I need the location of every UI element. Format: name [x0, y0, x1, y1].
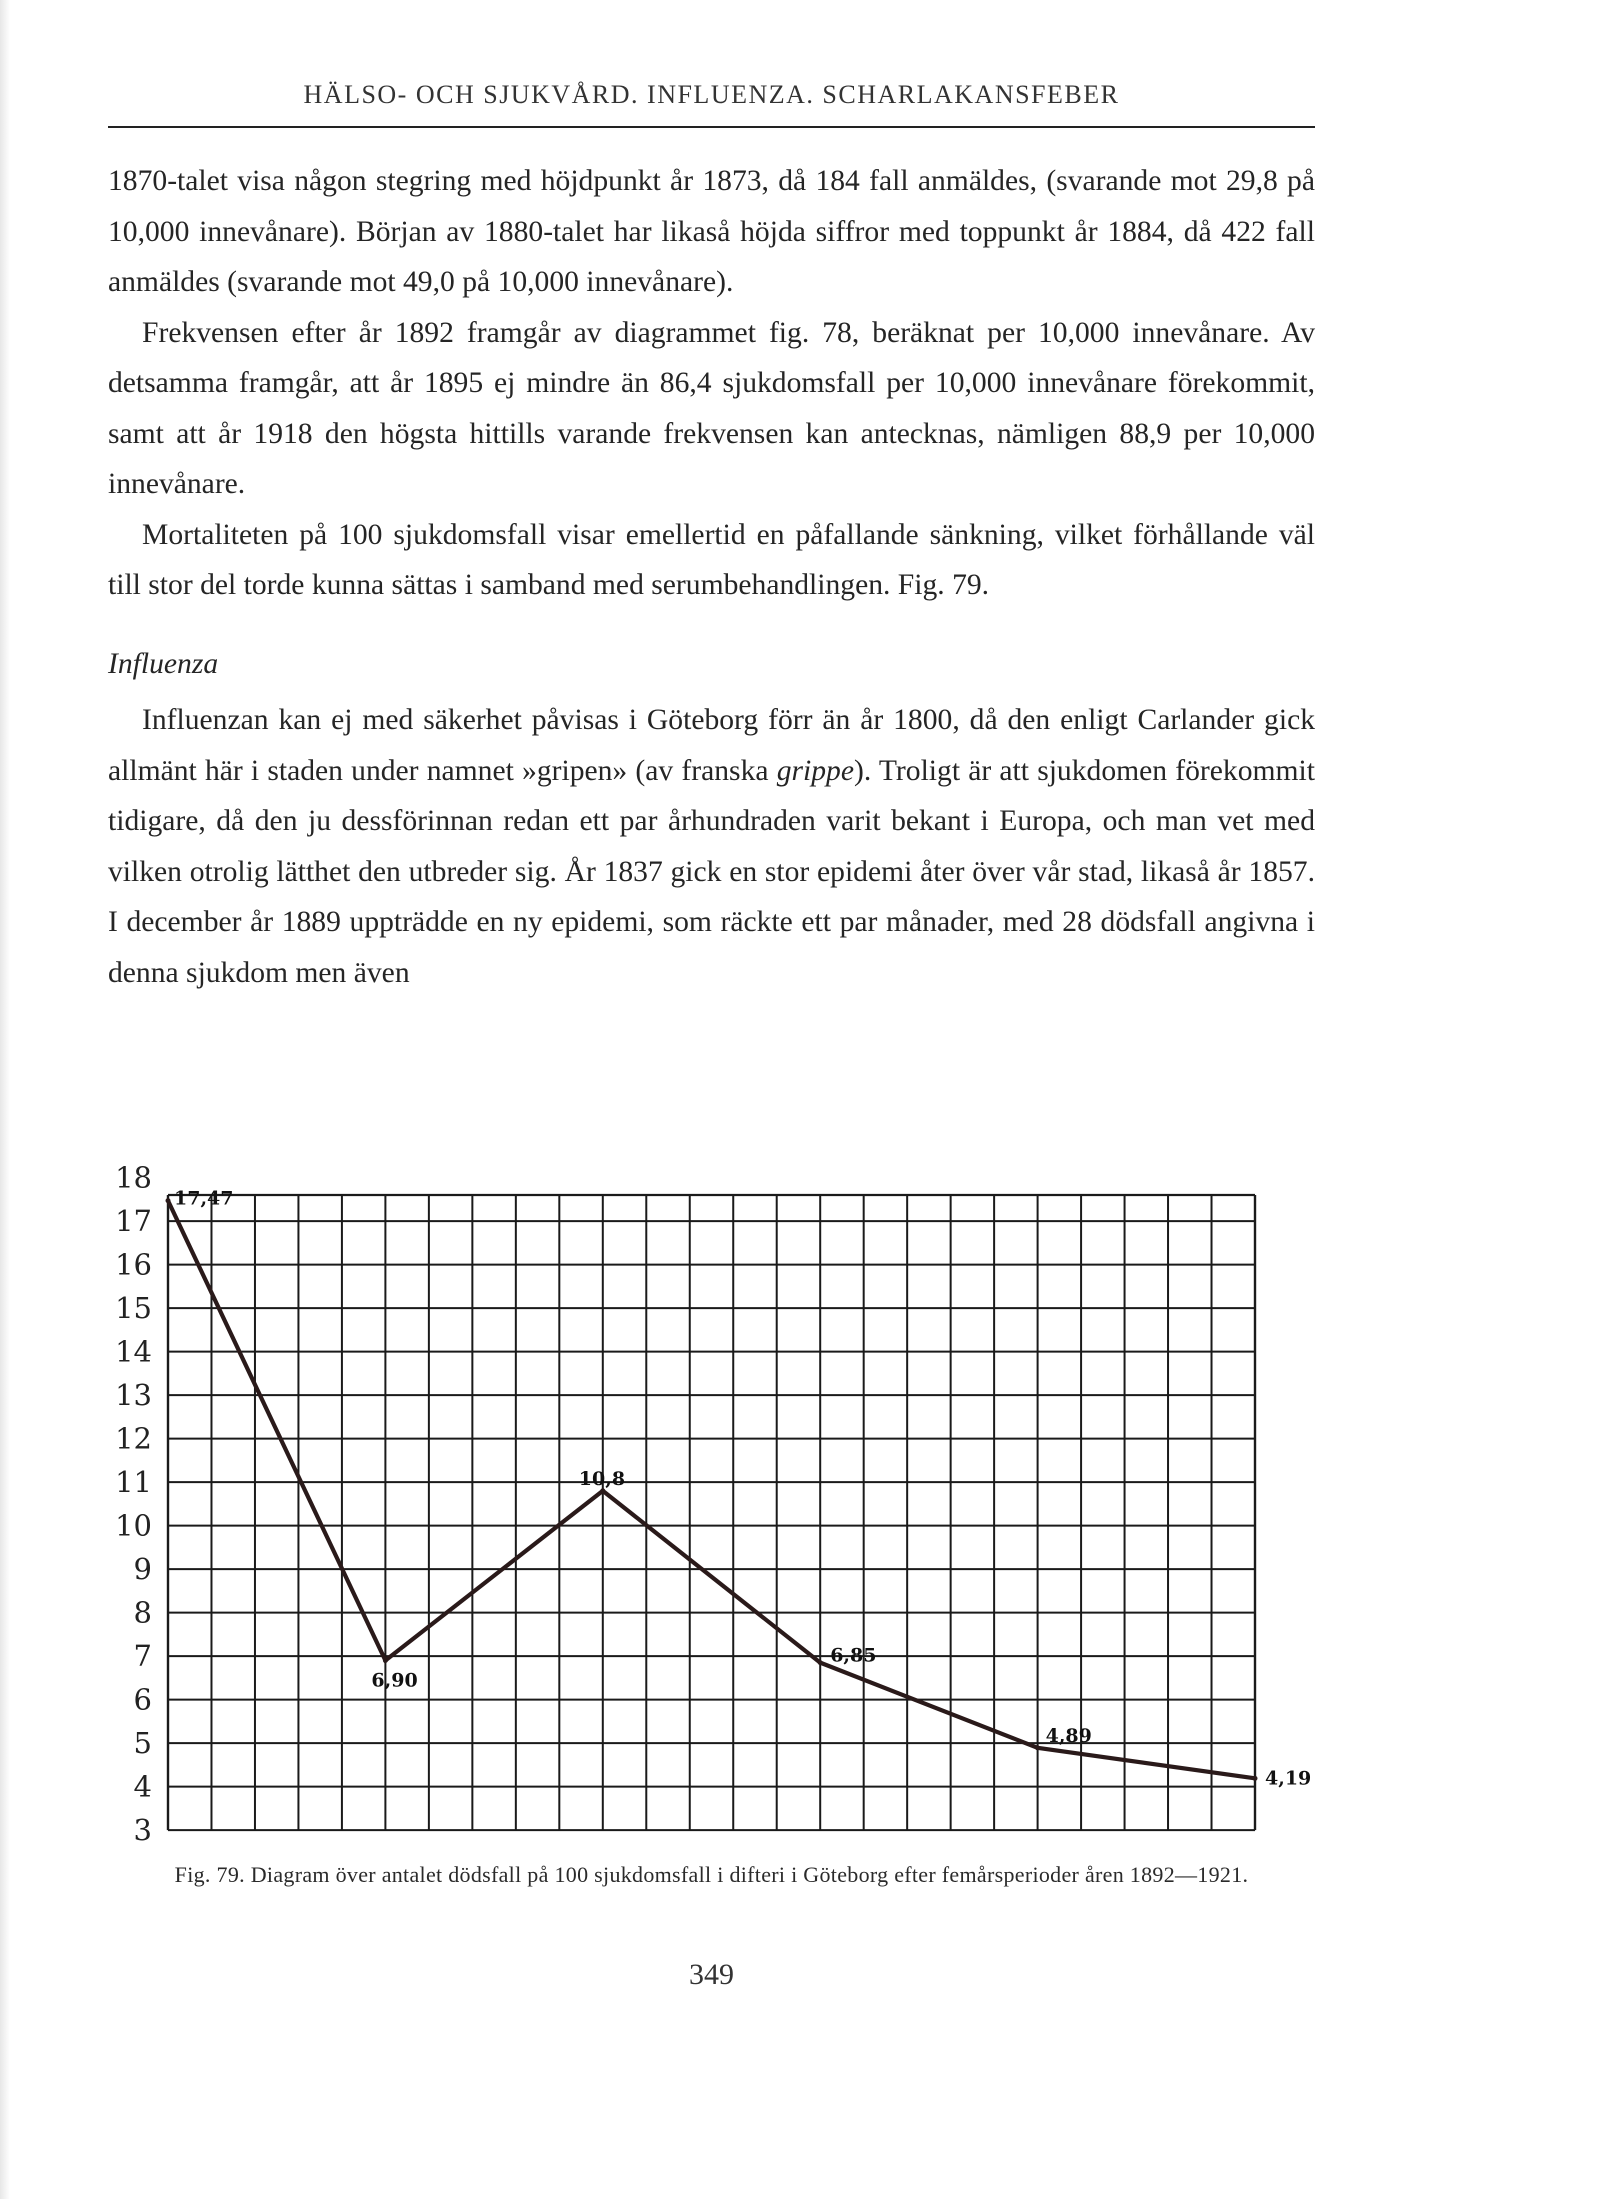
y-axis-tick-labels — [115, 1161, 152, 1848]
header-rule — [108, 126, 1315, 128]
y-tick-label: 11 — [115, 1465, 152, 1500]
paragraph-2: Frekvensen efter år 1892 framgår av diagrammet fig. 78, beräknat per 10,000 innevånare. Av detsamma framgår, att år 1895 ej mindre än 86,4 sjukdomsfall per 10,000 innevånare förekommit, samt att år 1918 den högsta hittills varande frekvensen kan antecknas, nämligen 88,9 per 10,000 innevånare. — [108, 316, 1315, 500]
diagram-fig-79 — [100, 1160, 1330, 1860]
figure-caption — [104, 1860, 1319, 1890]
paragraph-1: 1870-talet visa någon stegring med höjdpunkt år 1873, då 184 fall anmäldes, (svarande mot 29,8 på 10,000 innevånare). Början av 1880-talet har likaså höjda siffror med toppunkt år 1884, då 422 fall anmäldes (svarande mot 49,0 på 10,000 innevånare). — [108, 165, 1315, 298]
page-edge — [0, 0, 10, 2199]
y-tick-label: 14 — [115, 1334, 152, 1369]
page-number: 349 — [689, 1958, 734, 1991]
y-tick-label: 6 — [133, 1682, 152, 1717]
y-tick-label: 5 — [133, 1726, 152, 1761]
y-tick-label: 16 — [115, 1247, 152, 1282]
data-label: 4,89 — [1045, 1724, 1092, 1747]
y-tick-label: 7 — [133, 1639, 152, 1674]
data-point — [383, 1658, 388, 1663]
series-line — [168, 1201, 1255, 1779]
influenza-text-part1: Influenzan kan ej med säkerhet påvisas i Göteborg förr än år 1800, då den enligt Carlander gick allmänt här i staden under namnet »gripen» (av franska — [108, 704, 1315, 787]
y-tick-label: 15 — [115, 1291, 152, 1326]
data-point — [1253, 1776, 1258, 1781]
chart-grid — [168, 1195, 1255, 1830]
y-tick-label: 17 — [115, 1204, 152, 1239]
y-tick-label: 18 — [115, 1160, 152, 1195]
influenza-text-part2: ). Troligt är att sjukdomen förekommit tidigare, då den ju dessförinnan redan ett par århundraden varit bekant i Europa, och man vet med vilken otrolig lätthet den utbreder sig. År 1837 gick en stor epidemi åter över vår stad, likaså år 1857. I december år 1889 uppträdde en ny epidemi, som räckte ett par månader, med 28 dödsfall angivna i denna sjukdom men även — [108, 754, 1315, 989]
y-tick-label: 13 — [115, 1378, 152, 1413]
caption-text: Diagram över antalet dödsfall på 100 sjukdomsfall i difteri i Göteborg efter femårsperioder åren 1892—1921. — [250, 1862, 1249, 1887]
paragraph-3: Mortaliteten på 100 sjukdomsfall visar emellertid en påfallande sänkning, vilket förhållande väl till stor del torde kunna sättas i samband med serumbehandlingen. Fig. 79. — [108, 518, 1315, 601]
y-tick-label: 10 — [115, 1508, 152, 1543]
data-point — [166, 1198, 171, 1203]
data-point — [1035, 1745, 1040, 1750]
y-tick-label: 3 — [133, 1813, 152, 1848]
data-label: 4,19 — [1265, 1767, 1312, 1790]
body-text — [108, 156, 1315, 998]
data-label: 10,8 — [578, 1467, 626, 1490]
y-tick-label: 8 — [133, 1595, 152, 1630]
data-label: 6,85 — [830, 1644, 877, 1667]
y-tick-label: 12 — [115, 1421, 152, 1456]
chart-series — [166, 1198, 1258, 1781]
running-header: HÄLSO- OCH SJUKVÅRD. INFLUENZA. SCHARLAKANSFEBER — [303, 80, 1120, 109]
y-tick-label: 9 — [133, 1552, 152, 1587]
y-tick-label: 4 — [133, 1769, 152, 1804]
data-label: 6,90 — [371, 1669, 418, 1692]
data-label: 17,47 — [174, 1187, 234, 1210]
data-point — [818, 1660, 823, 1665]
caption-fig-label: Fig. 79. — [174, 1862, 245, 1887]
section-title: Influenza — [108, 647, 219, 680]
influenza-paragraph — [108, 695, 1315, 998]
influenza-text-italic: grippe — [776, 754, 854, 787]
